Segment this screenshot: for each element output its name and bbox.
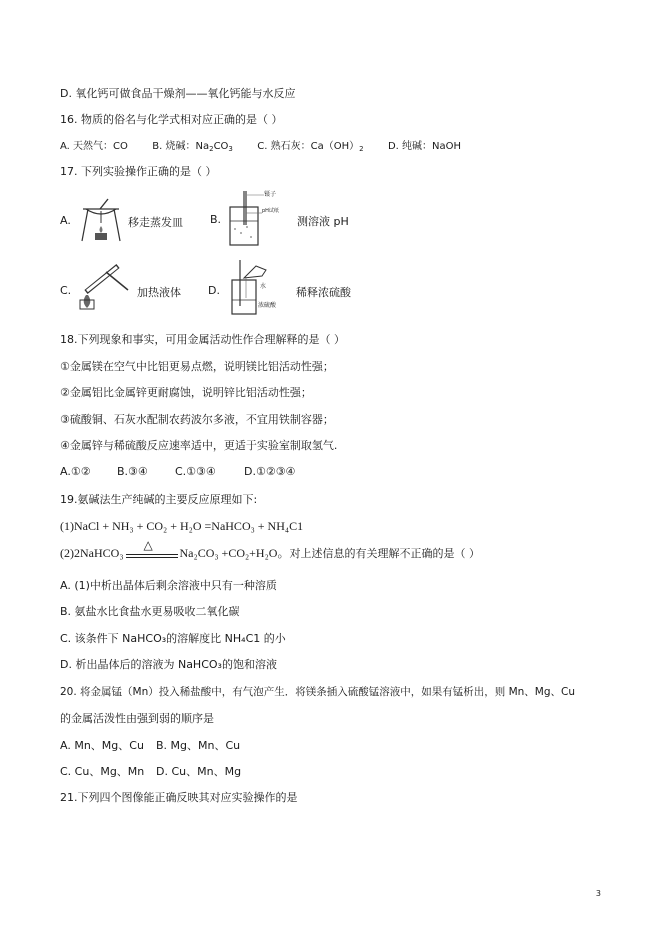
q16-option-b: B. 烧碱：$Na_2CO_3$	[152, 141, 233, 153]
ph-test-beaker-icon	[226, 189, 278, 249]
q17-b-letter: B.	[210, 213, 222, 226]
q18-item-1: ①金属镁在空气中比铝更易点燃，说明镁比铝活动性强；	[60, 360, 334, 373]
q17-b-text: 测溶液 pH	[297, 215, 349, 228]
q17-d-letter: D.	[208, 284, 220, 297]
q16-option-a: A. 天然气：CO	[60, 141, 128, 152]
q19-equation-2: (2)2NaHCO₃ △ Na₂CO₃ +CO₂+H₂O。对上述信息的有关理解不正确的是（ ）	[60, 538, 480, 560]
q17-a-letter: A.	[60, 214, 71, 227]
reaction-condition-arrow: △	[124, 545, 180, 559]
q19-option-d: D. 析出晶体后的溶液为 NaHCO₃的饱和溶液	[60, 658, 277, 671]
q18-stem: 18.下列现象和事实，可用金属活动性作合理解释的是（ ）	[60, 333, 345, 346]
q19-option-c: C. 该条件下 NaHCO₃的溶解度比 NH₄C1 的小	[60, 632, 286, 645]
q18-option-c: C.①③④	[175, 465, 216, 478]
page-number: 3	[595, 889, 601, 898]
q17-d-tag-water: 水	[260, 283, 267, 290]
q18-option-b: B.③④	[117, 465, 148, 478]
q20-stem-line-2: 的金属活泼性由强到弱的顺序是	[60, 712, 214, 725]
q20-stem-line-1: 20. 将金属锰（Mn）投入稀盐酸中，有气泡产生．将镁条插入硫酸锰溶液中，如果有锰析出，则 Mn、Mg、Cu	[60, 686, 576, 698]
q17-d-text: 稀释浓硫酸	[296, 286, 351, 299]
q17-a-text: 移走蒸发皿	[128, 216, 183, 229]
q17-d-tag-acid: 浓硫酸	[258, 302, 277, 309]
q15-option-d: D. 氧化钙可做食品干燥剂——氧化钙能与水反应	[60, 87, 296, 100]
q18-item-4: ④金属锌与稀硫酸反应速率适中，更适于实验室制取氢气.	[60, 439, 338, 452]
q16-stem: 16. 物质的俗名与化学式相对应正确的是（ ）	[60, 113, 283, 126]
q16-option-d: D. 纯碱：NaOH	[387, 141, 462, 152]
heating-test-tube-icon	[76, 262, 132, 310]
q20-option-c: C. Cu、Mg、Mn	[60, 765, 145, 778]
q17-c-text: 加热液体	[137, 286, 181, 299]
q16-options	[60, 139, 461, 155]
q19-option-a: A. (1)中析出晶体后剩余溶液中只有一种溶质	[60, 579, 277, 592]
q20-option-a: A. Mn、Mg、Cu	[60, 739, 144, 752]
q17-b-tag-tweezers: 镊子	[264, 191, 277, 198]
q18-option-d: D.①②③④	[244, 465, 296, 478]
q18-item-2: ②金属铝比金属锌更耐腐蚀，说明锌比铝活动性强；	[60, 386, 312, 399]
q18-item-3: ③硫酸铜、石灰水配制农药波尔多液，不宜用铁制容器；	[60, 413, 334, 426]
tripod-evaporating-dish-icon	[78, 193, 124, 245]
q21-stem: 21.下列四个图像能正确反映其对应实验操作的是	[60, 791, 298, 804]
q17-c-letter: C.	[60, 284, 72, 297]
q17-stem: 17. 下列实验操作正确的是（ ）	[60, 165, 217, 178]
q18-option-a: A.①②	[60, 465, 91, 478]
q19-option-b: B. 氨盐水比食盐水更易吸收二氧化碳	[60, 605, 240, 618]
q19-equation-1: (1)NaCl + NH₃ + CO₂ + H₂O =NaHCO₃ + NH₄C1	[60, 519, 304, 533]
q19-stem: 19.氨碱法生产纯碱的主要反应原理如下:	[60, 493, 258, 506]
q16-option-c: C. 熟石灰：$Ca(OH)_2$	[257, 141, 364, 153]
q17-b-tag-ph-paper: pH试纸	[262, 208, 279, 214]
q20-option-b: B. Mg、Mn、Cu	[156, 739, 241, 752]
diluting-acid-beaker-icon	[226, 258, 276, 318]
q20-option-d: D. Cu、Mn、Mg	[156, 765, 242, 778]
